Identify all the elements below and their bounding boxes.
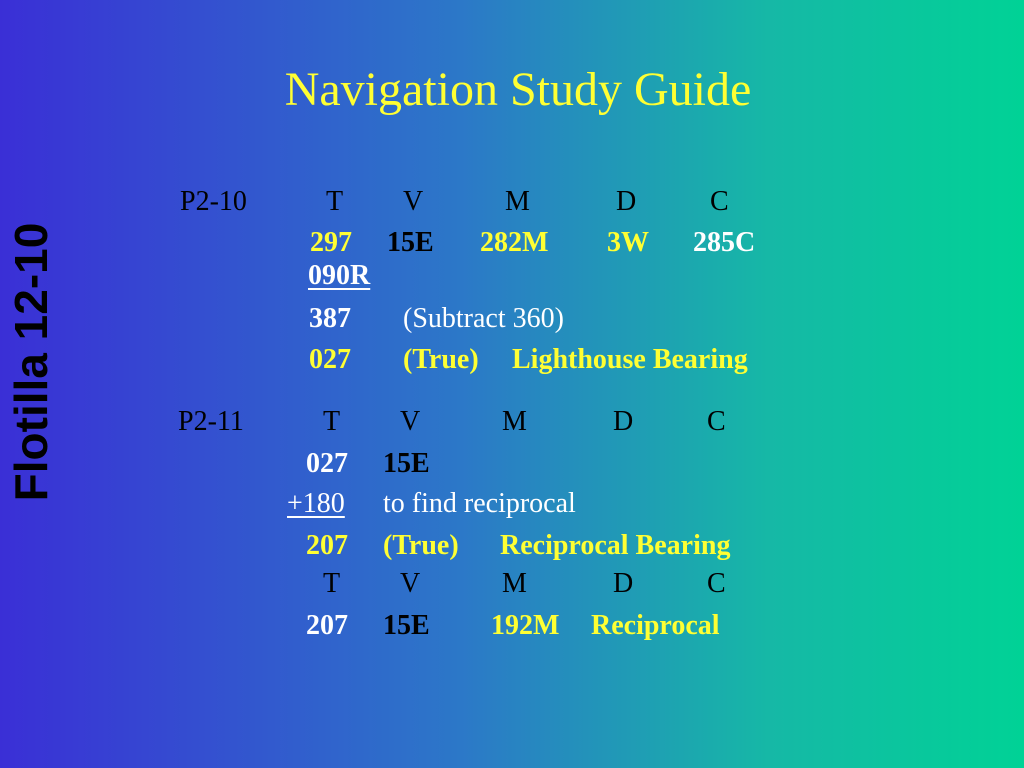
variation-value: 15E: [383, 448, 430, 479]
header-c: C: [710, 186, 729, 217]
result-value: 207: [306, 530, 348, 561]
true-note: (True): [403, 344, 479, 375]
lighthouse-bearing-label: Lighthouse Bearing: [512, 344, 748, 375]
header-d: D: [616, 186, 637, 217]
magnetic-value: 282M: [480, 227, 549, 258]
header-v: V: [403, 186, 424, 217]
reciprocal-magnetic-value: 192M: [491, 610, 560, 641]
relative-bearing: 090R: [308, 260, 371, 291]
sum-value: 387: [309, 303, 351, 334]
subtract-note: (Subtract 360): [403, 303, 564, 334]
reciprocal-note: to find reciprocal: [383, 488, 576, 519]
true-note: (True): [383, 530, 459, 561]
header-c: C: [707, 568, 726, 599]
reciprocal-variation-value: 15E: [383, 610, 430, 641]
reciprocal-label: Reciprocal: [591, 610, 720, 641]
problem-label: P2-10: [180, 186, 247, 217]
header-t: T: [323, 568, 341, 599]
header-d: D: [613, 568, 634, 599]
header-t: T: [326, 186, 344, 217]
header-m: M: [502, 568, 527, 599]
deviation-value: 3W: [607, 227, 649, 258]
reciprocal-bearing-label: Reciprocal Bearing: [500, 530, 731, 561]
result-value: 027: [309, 344, 351, 375]
compass-value: 285C: [693, 227, 756, 258]
side-label: Flotilla 12-10: [5, 222, 57, 502]
header-m: M: [505, 186, 530, 217]
header-t: T: [323, 406, 341, 437]
true-value: 297: [310, 227, 352, 258]
header-v: V: [400, 406, 421, 437]
problem-label: P2-11: [178, 406, 244, 437]
add-180-value: +180: [287, 488, 345, 519]
header-c: C: [707, 406, 726, 437]
header-v: V: [400, 568, 421, 599]
slide-title: Navigation Study Guide: [284, 63, 752, 116]
variation-value: 15E: [387, 227, 434, 258]
header-d: D: [613, 406, 634, 437]
true-value: 027: [306, 448, 348, 479]
reciprocal-true-value: 207: [306, 610, 348, 641]
header-m: M: [502, 406, 527, 437]
